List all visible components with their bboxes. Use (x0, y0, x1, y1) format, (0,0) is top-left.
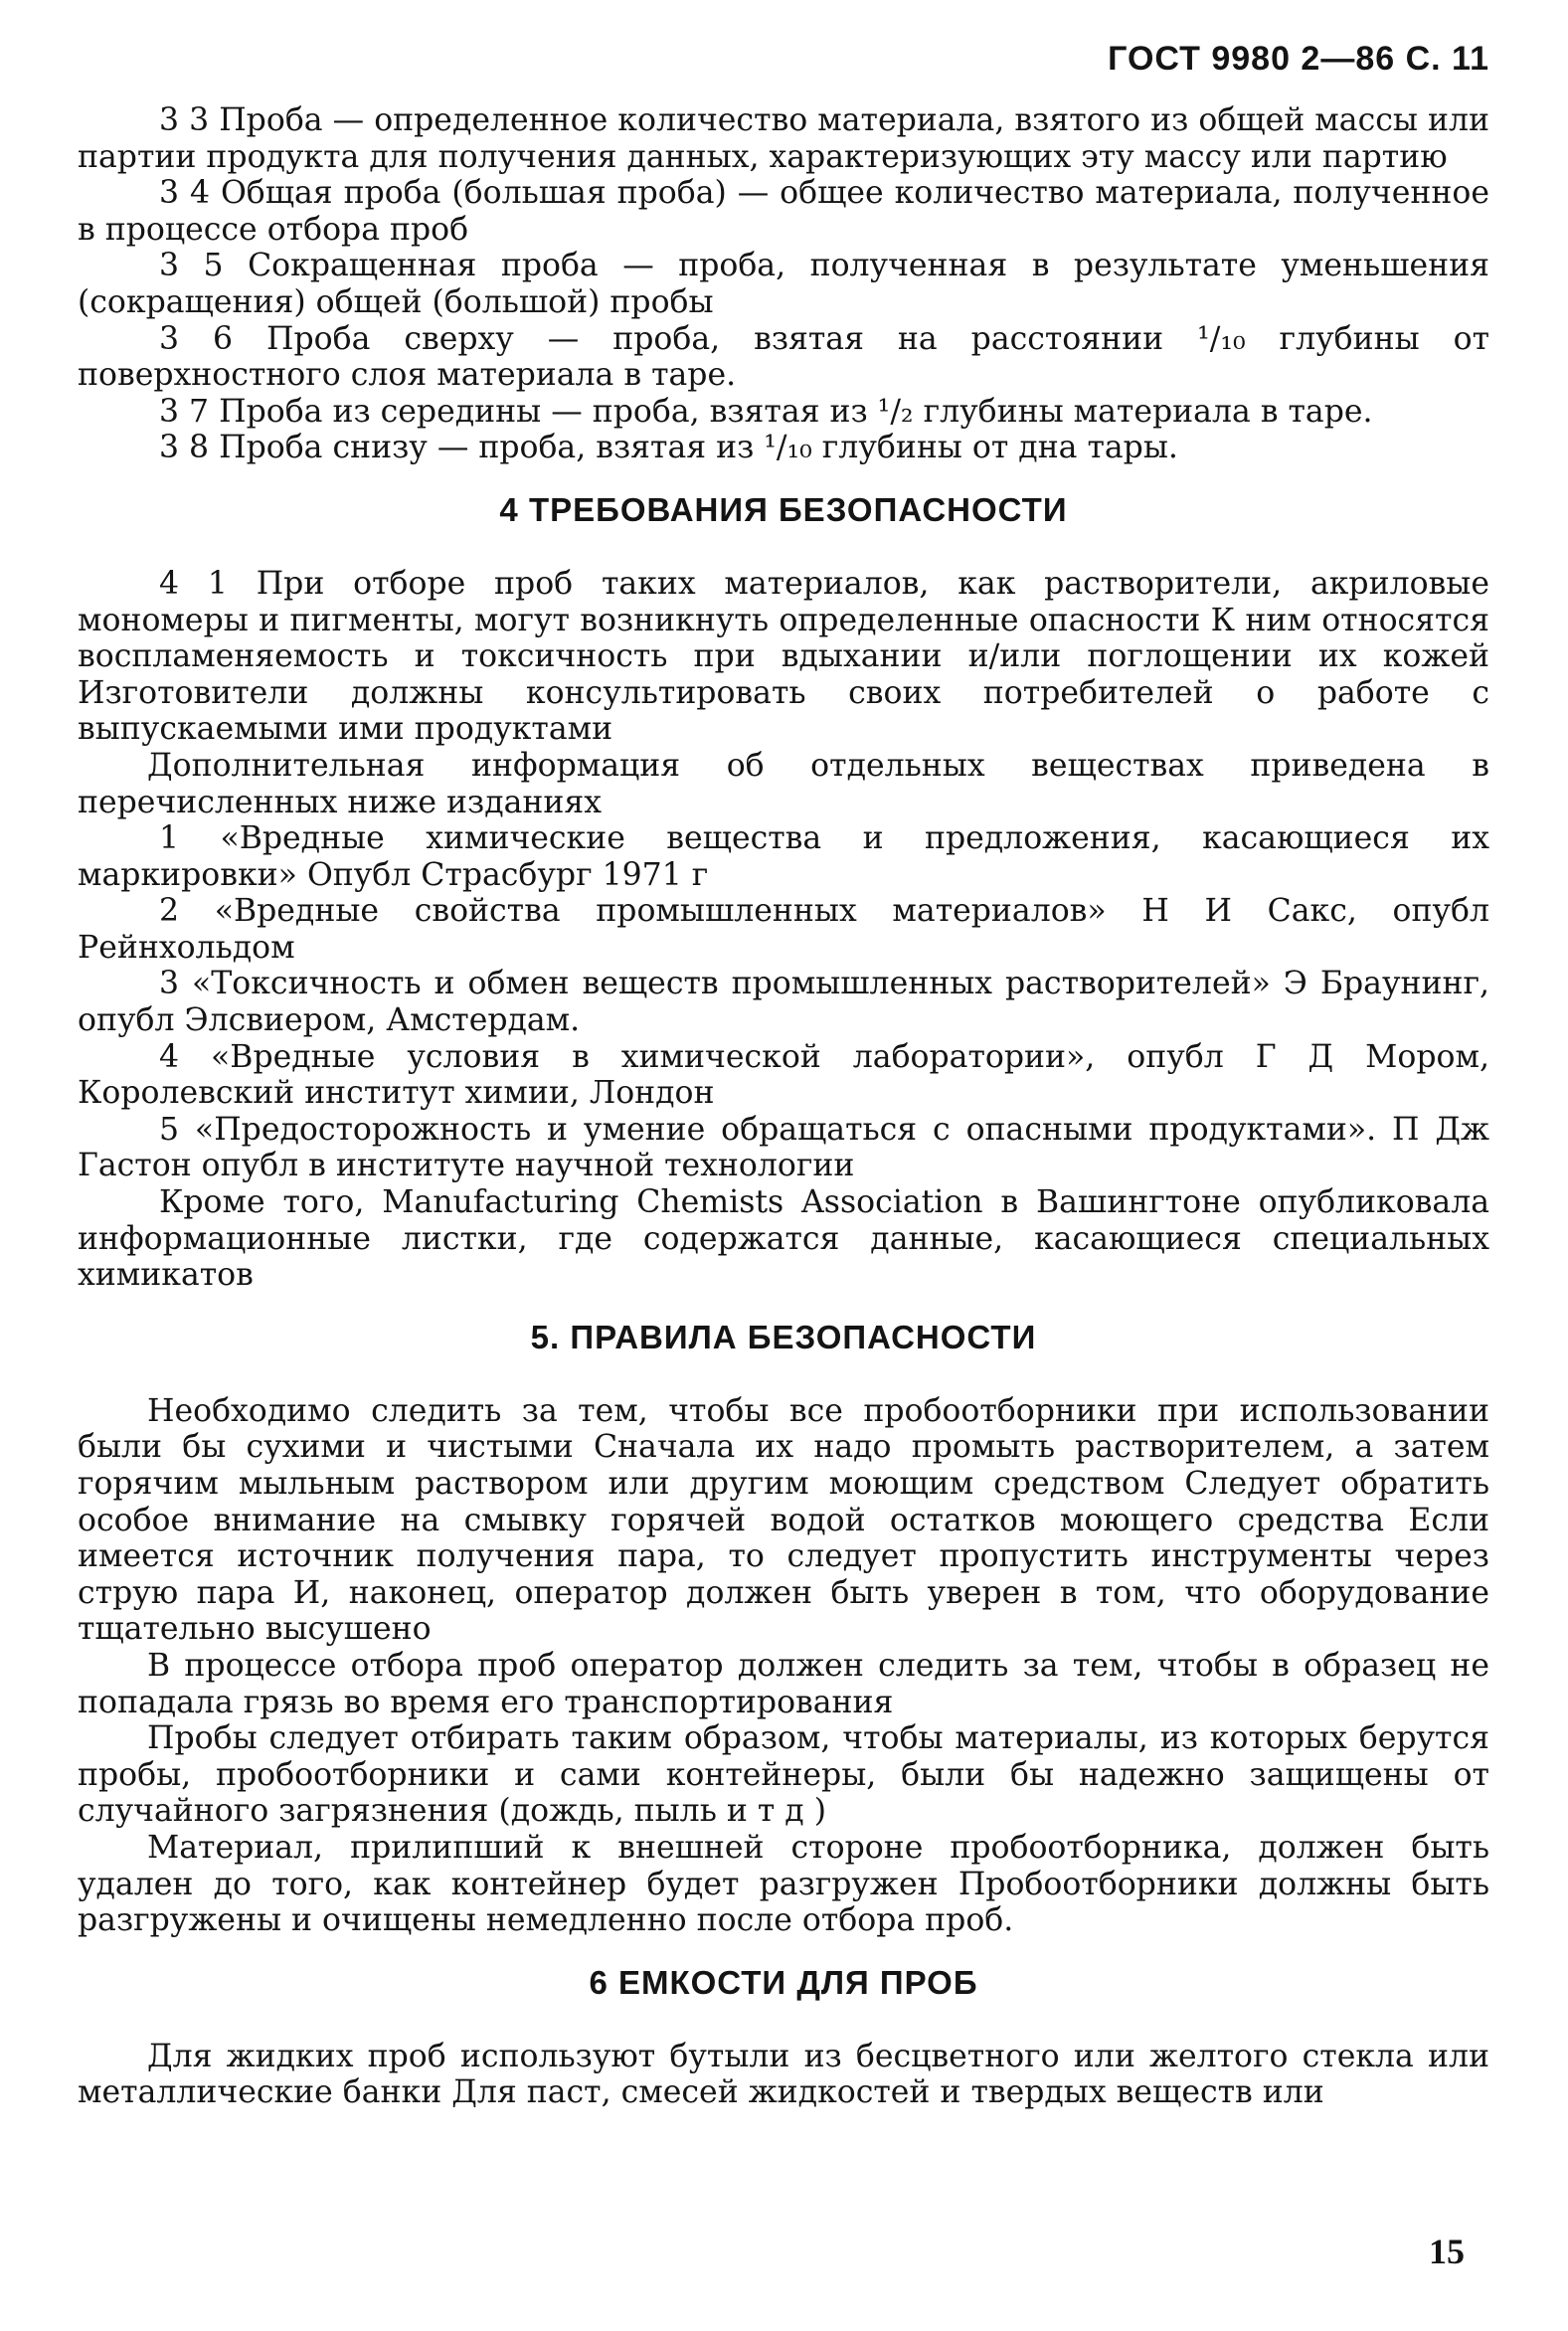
definitions-block (78, 102, 1489, 466)
definition-3-6: 3 6 Проба сверху — проба, взятая на расстоянии ¹/₁₀ глубины от поверхностного слоя материала в таре. (78, 320, 1489, 394)
page-header: ГОСТ 9980 2—86 С. 11 (1108, 40, 1489, 78)
section-4-title: 4 ТРЕБОВАНИЯ БЕЗОПАСНОСТИ (499, 490, 1068, 528)
section-4-intro: 4 1 При отборе проб таких материалов, как растворители, акриловые мономеры и пигменты, могут возникнуть определенные опасности К ним относятся воспламеняемость и токсичность при вдыхании и/или поглощении их кожей Изготовители должны консультировать своих потребителей о работе с выпускаемыми ими продуктами (78, 565, 1489, 748)
reference-3: 3 «Токсичность и обмен веществ промышленных растворителей» Э Браунинг, опубл Элсвиером, Амстердам. (78, 966, 1489, 1039)
section-5-paragraph: Необходимо следить за тем, чтобы все пробоотборники при использовании были бы сухими и чистыми Сначала их надо промыть растворителем, а затем горячим мыльным раствором или другим моющим средством Следует обратить особое внимание на смывку горячей водой остатков моющего средства Если имеется источник получения пара, то следует пропустить инструменты через струю пара И, наконец, оператор должен быть уверен в том, что оборудование тщательно высушено (78, 1392, 1489, 1648)
section-5-paragraph: Пробы следует отбирать таким образом, чтобы материалы, из которых берутся пробы, пробоотборники и сами контейнеры, были бы надежно защищены от случайного загрязнения (дождь, пыль и т д ) (78, 1720, 1489, 1830)
reference-4: 4 «Вредные условия в химической лаборатории», опубл Г Д Мором, Королевский институт химии, Лондон (78, 1038, 1489, 1112)
definition-3-8: 3 8 Проба снизу — проба, взятая из ¹/₁₀ глубины от дна тары. (159, 430, 1178, 466)
section-4-body (78, 566, 1489, 1294)
section-6-body (78, 2039, 1489, 2111)
section-5-title: 5. ПРАВИЛА БЕЗОПАСНОСТИ (530, 1318, 1037, 1355)
reference-1: 1 «Вредные химические вещества и предложения, касающиеся их маркировки» Опубл Страсбург 1971 г (78, 820, 1489, 893)
section-5-paragraph: Материал, прилипший к внешней стороне пробоотборника, должен быть удален до того, как контейнер будет разгружен Пробоотборники должны быть разгружены и очищены немедленно после отбора проб. (78, 1829, 1489, 1939)
section-5-body (78, 1393, 1489, 1939)
reference-5: 5 «Предосторожность и умение обращаться с опасными продуктами». П Дж Гастон опубл в институте научной технологии (78, 1111, 1489, 1184)
section-5-paragraph: В процессе отбора проб оператор должен следить за тем, чтобы в образец не попадала грязь во время его транспортирования (78, 1647, 1489, 1720)
definition-3-7: 3 7 Проба из середины — проба, взятая из ¹/₂ глубины материала в таре. (159, 393, 1373, 430)
page-number: 15 (1429, 2232, 1465, 2271)
definition-3-4: 3 4 Общая проба (большая проба) — общее количество материала, полученное в процессе отбора проб (78, 175, 1489, 248)
reference-2: 2 «Вредные свойства промышленных материалов» Н И Сакс, опубл Рейнхольдом (78, 893, 1489, 966)
document-page (78, 40, 1489, 2111)
section-6-title: 6 ЕМКОСТИ ДЛЯ ПРОБ (589, 1963, 978, 2001)
definition-3-5: 3 5 Сокращенная проба — проба, полученная в результате уменьшения (сокращения) общей (большой) пробы (78, 248, 1489, 320)
section-6-paragraph: Для жидких проб используют бутыли из бесцветного или желтого стекла или металлические банки Для паст, смесей жидкостей и твердых веществ или (78, 2038, 1489, 2111)
definition-3-3: 3 3 Проба — определенное количество материала, взятого из общей массы или партии продукта для получения данных, характеризующих эту массу или партию (78, 102, 1489, 175)
section-4-closing: Кроме того, Manufacturing Chemists Association в Вашингтоне опубликовала информационные листки, где содержатся данные, касающиеся специальных химикатов (78, 1184, 1489, 1294)
section-4-more-info: Дополнительная информация об отдельных веществах приведена в перечисленных ниже изданиях (78, 747, 1489, 820)
